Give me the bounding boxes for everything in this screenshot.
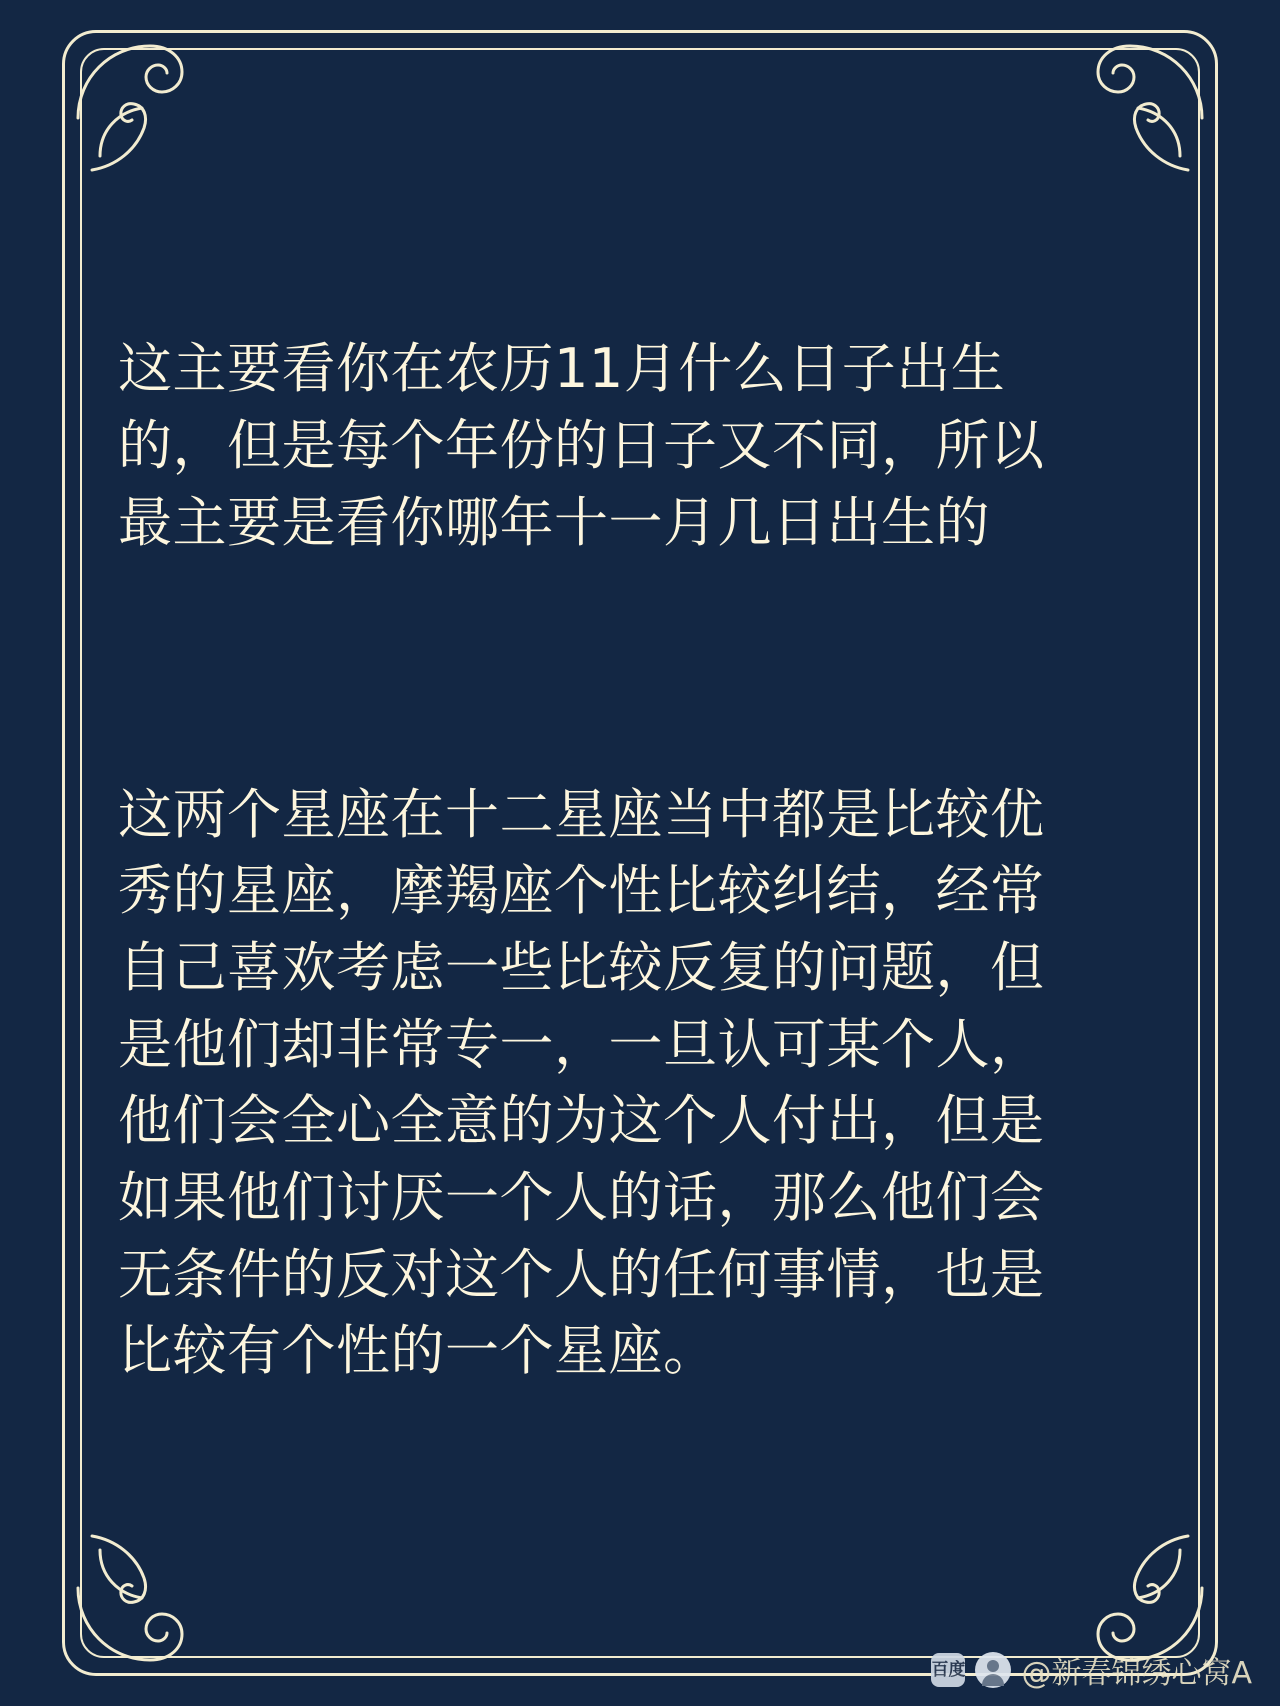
paragraph-2: 这两个星座在十二星座当中都是比较优秀的星座，摩羯座个性比较纠结，经常自己喜欢考虑一些比较反复的问题，但是他们却非常专一，一旦认可某个人，他们会全心全意的为这个人付出，但是如果他们讨厌一个人的话，那么他们会无条件的反对这个人的任何事情，也是比较有个性的一个星座。 bbox=[118, 782, 1045, 1383]
watermark bbox=[931, 1648, 1252, 1692]
avatar-icon bbox=[975, 1652, 1011, 1688]
watermark-account-name: @新春锦绣心窝A bbox=[1021, 1656, 1252, 1691]
article-text bbox=[118, 178, 1068, 1543]
corner-flourish-icon-top-right bbox=[1060, 38, 1210, 188]
corner-flourish-icon-top-left bbox=[70, 38, 220, 188]
corner-flourish-icon-bottom-right bbox=[1060, 1518, 1210, 1668]
baidu-badge-icon: 百度 bbox=[931, 1653, 965, 1687]
paragraph-1: 这主要看你在农历11月什么日子出生的，但是每个年份的日子又不同，所以最主要是看你哪年十一月几日出生的 bbox=[118, 337, 1045, 554]
